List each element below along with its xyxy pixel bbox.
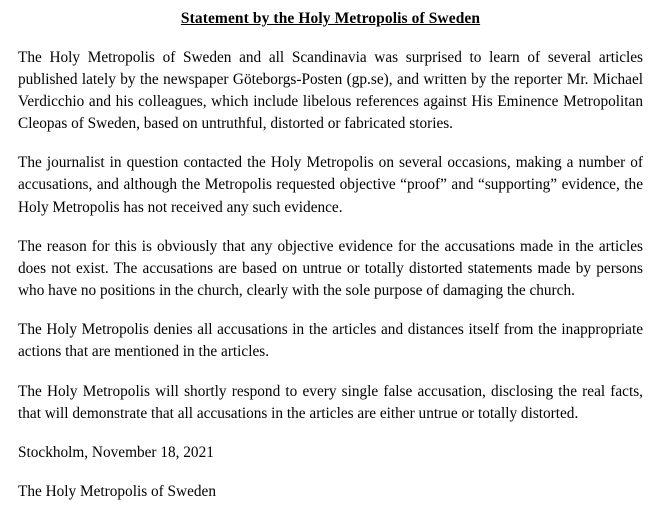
signature-place-date: Stockholm, November 18, 2021 [18,444,214,461]
paragraph-3: The reason for this is obviously that any objective evidence for the accusations made in the articles does not exist. The accusations are based on untrue or totally distorted statements made by persons who have no positions in the church, clearly with the sole purpose of damaging the church. [18,237,643,300]
paragraph-2: The journalist in question contacted the Holy Metropolis on several occasions, making a number of accusations, and although the Metropolis requested objective “proof” and “supporting” evidence, the Holy Metropolis has not received any such evidence. [18,154,643,216]
paragraph-4: The Holy Metropolis denies all accusations in the articles and distances itself from the inappropriate actions that are mentioned in the articles. [18,321,643,361]
document-title: Statement by the Holy Metropolis of Sweden [180,10,481,27]
paragraph-1: The Holy Metropolis of Sweden and all Scandinavia was surprised to learn of several articles published lately by the newspaper Göteborgs-Posten (gp.se), and written by the reporter Mr. Michael Verdicchio and his colleagues, which include libelous references against His Eminence Metropolitan Cleopas of Sweden, based on untruthful, distorted or fabricated stories. [18,48,643,133]
paragraph-5: The Holy Metropolis will shortly respond to every single false accusation, disclosing the real facts, that will demonstrate that all accusations in the articles are either untrue or totally distorted. [18,382,643,422]
signature-author: The Holy Metropolis of Sweden [18,483,216,501]
document-body [18,47,643,504]
